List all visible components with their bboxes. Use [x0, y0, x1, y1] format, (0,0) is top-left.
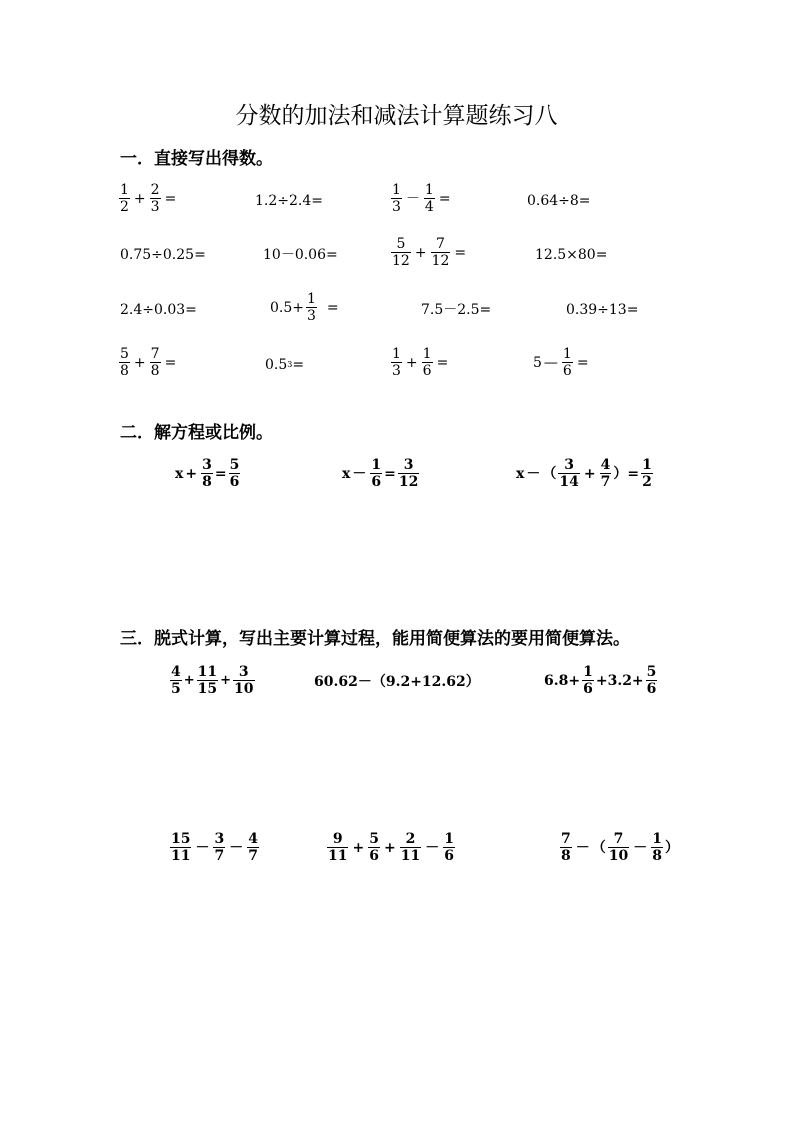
fraction: $\frac{7}{8}$	[561, 831, 571, 864]
q1-r3-b: 0.5+ $\frac{1}{3}$ =	[270, 291, 339, 324]
fraction: $\frac{1}{3}$	[392, 346, 401, 379]
q1-r2-a: 0.75÷0.25=	[120, 247, 206, 263]
page-title: 分数的加法和减法计算题练习八	[235, 103, 558, 129]
fraction: $\frac{5}{12}$	[392, 236, 410, 269]
fraction: $\frac{1}{4}$	[424, 182, 434, 215]
q1-r3-c: 7.5－2.5=	[421, 302, 492, 318]
q2-equation-1: x + $\frac{3}{8}$ = $\frac{5}{6}$	[175, 457, 240, 490]
fraction: $\frac{15}{11}$	[171, 831, 191, 864]
q2-equation-3: x － （ $\frac{3}{14}$ + $\frac{4}{7}$ ） = $\frac{1}{2}$	[516, 457, 652, 490]
fraction: $\frac{4}{7}$	[248, 831, 258, 864]
fraction: $\frac{1}{2}$	[120, 182, 129, 215]
fraction: $\frac{3}{12}$	[398, 457, 419, 490]
q1-r2-c: $\frac{5}{12}$ + $\frac{7}{12}$ =	[392, 236, 467, 269]
section-2-heading: 二．解方程或比例。	[120, 423, 273, 443]
fraction: $\frac{4}{7}$	[600, 457, 611, 490]
fraction: $\frac{4}{5}$	[171, 664, 181, 697]
fraction: $\frac{7}{12}$	[431, 236, 450, 269]
q1-r1-b: 1.2÷2.4=	[255, 193, 323, 209]
fraction: $\frac{1}{6}$	[422, 346, 432, 379]
q1-r4-b: 0.5 3 =	[265, 357, 305, 373]
fraction: $\frac{7}{8}$	[150, 346, 160, 379]
fraction: $\frac{3}{7}$	[214, 831, 225, 864]
fraction: $\frac{1}{6}$	[444, 831, 454, 864]
q2-equation-2: x － $\frac{1}{6}$ = $\frac{3}{12}$	[342, 457, 419, 490]
fraction: $\frac{5}{8}$	[120, 346, 129, 379]
q1-r2-b: 10－0.06=	[263, 247, 338, 263]
fraction: $\frac{9}{11}$	[328, 831, 348, 864]
fraction: $\frac{11}{15}$	[197, 664, 218, 697]
fraction: $\frac{1}{3}$	[392, 182, 401, 215]
fraction: $\frac{1}{6}$	[562, 346, 572, 379]
q3-expr-a: $\frac{4}{5}$ + $\frac{11}{15}$ + $\frac{3}{10}$	[171, 664, 254, 697]
q1-r4-c: $\frac{1}{3}$ + $\frac{1}{6}$ =	[392, 346, 449, 379]
q1-r4-d: 5 — $\frac{1}{6}$ =	[533, 346, 589, 379]
fraction: $\frac{5}{6}$	[646, 664, 657, 697]
fraction: $\frac{5}{6}$	[229, 457, 240, 490]
q3-expr-b: 60.62－（9.2+12.62）	[314, 674, 480, 690]
fraction: $\frac{7}{10}$	[608, 831, 629, 864]
q3-expr-f: $\frac{7}{8}$ － （ $\frac{7}{10}$ － $\frac{1}{8}$ ）	[561, 831, 679, 864]
q1-r2-d: 12.5×80=	[535, 247, 608, 263]
fraction: $\frac{5}{6}$	[369, 831, 379, 864]
fraction: $\frac{1}{6}$	[583, 664, 593, 697]
q3-expr-d: $\frac{15}{11}$ － $\frac{3}{7}$ － $\frac{4}{7}$	[171, 831, 258, 864]
fraction: $\frac{2}{11}$	[400, 831, 421, 864]
fraction: $\frac{3}{10}$	[234, 664, 254, 697]
fraction: $\frac{3}{8}$	[202, 457, 212, 490]
fraction: $\frac{3}{14}$	[559, 457, 579, 490]
section-1-heading: 一．直接写出得数。	[120, 149, 273, 169]
fraction: $\frac{1}{8}$	[652, 831, 662, 864]
fraction: $\frac{1}{2}$	[642, 457, 652, 490]
q1-r3-a: 2.4÷0.03=	[120, 302, 197, 318]
q1-r1-a: $\frac{1}{2}$ + $\frac{2}{3}$ =	[120, 182, 177, 215]
q1-r3-d: 0.39÷13=	[566, 302, 639, 318]
fraction: $\frac{2}{3}$	[150, 182, 160, 215]
fraction: $\frac{1}{6}$	[371, 457, 382, 490]
fraction: $\frac{1}{3}$	[307, 291, 316, 324]
section-3-heading: 三．脱式计算，写出主要计算过程，能用简便算法的要用简便算法。	[120, 629, 630, 649]
q3-expr-c: 6.8+ $\frac{1}{6}$ +3.2+ $\frac{5}{6}$	[544, 664, 657, 697]
q3-expr-e: $\frac{9}{11}$ + $\frac{5}{6}$ + $\frac{2}{11}$ － $\frac{1}{6}$	[328, 831, 454, 864]
q1-r4-a: $\frac{5}{8}$ + $\frac{7}{8}$ =	[120, 346, 177, 379]
q1-r1-c: $\frac{1}{3}$ － $\frac{1}{4}$ =	[392, 182, 451, 215]
q1-r1-d: 0.64÷8=	[527, 193, 591, 209]
